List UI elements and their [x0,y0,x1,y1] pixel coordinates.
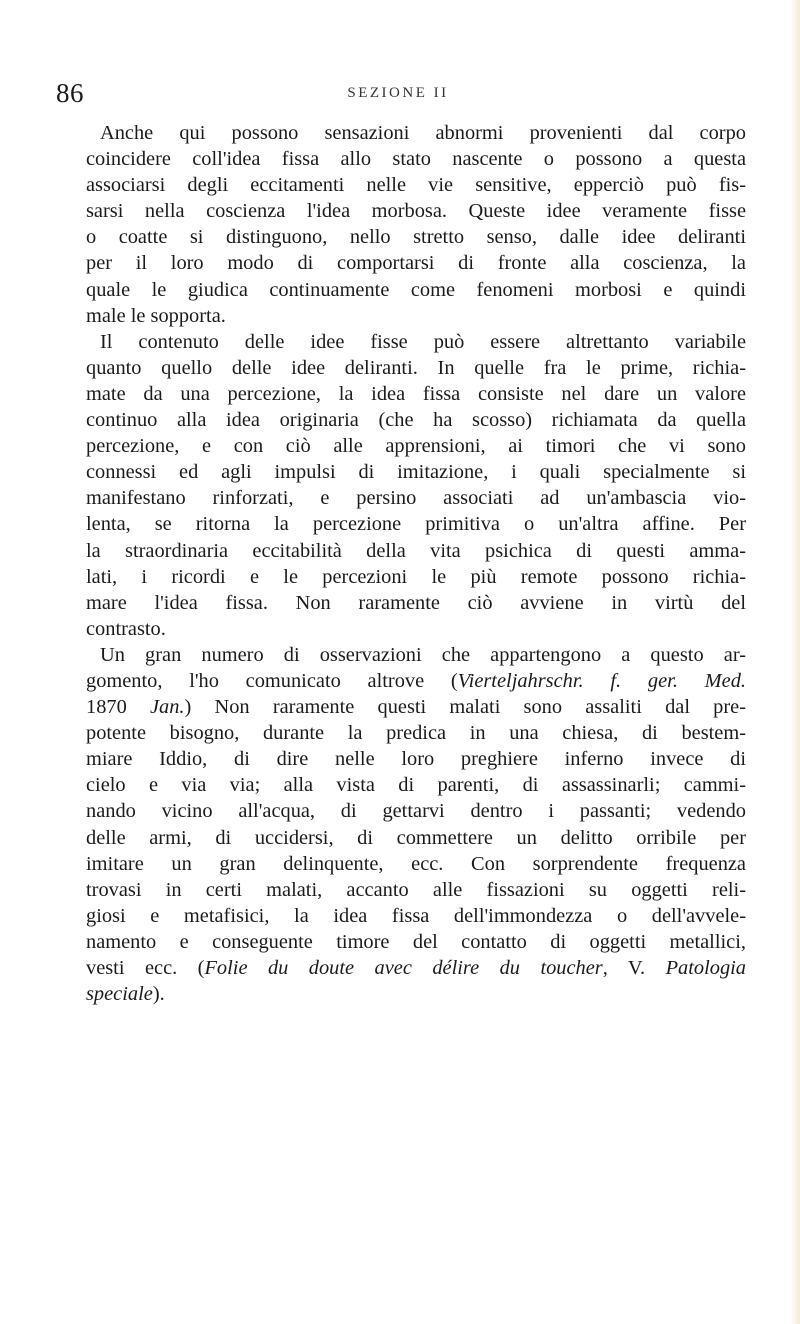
page-header [56,76,740,110]
text-line: la straordinaria eccitabilità della vita psichica di questi amma- [86,539,746,562]
text-line: continuo alla idea originaria (che ha scosso) richiamata da quella [86,409,746,432]
text-line: nando vicino all'acqua, di gettarvi dentro i passanti; vedendo [86,800,746,823]
text-line: o coatte si distinguono, nello stretto senso, dalle idee deliranti [86,226,746,249]
text-line: miare Iddio, di dire nelle loro preghiere inferno invece di [86,748,746,771]
text-line: quale le giudica continuamente come fenomeni morbosi e quindi [86,278,746,301]
text-line: quanto quello delle idee deliranti. In quelle fra le prime, richia- [86,356,746,379]
text-line: coincidere coll'idea fissa allo stato nascente o possono a questa [86,148,746,171]
text-line: giosi e metafisici, la idea fissa dell'immondezza o dell'avvele- [86,904,746,927]
text-line: lati, i ricordi e le percezioni le più remote possono richia- [86,565,746,588]
text-line: delle armi, di uccidersi, di commettere un delitto orribile per [86,826,746,849]
text-line: contrasto. [86,617,166,640]
text-line: connessi ed agli impulsi di imitazione, i quali specialmente si [86,461,746,484]
text-line: Un gran numero di osservazioni che appartengono a questo ar- [100,643,746,666]
page-number: 86 [56,78,84,108]
text-line: mare l'idea fissa. Non raramente ciò avviene in virtù del [86,591,746,614]
text-line: Anche qui possono sensazioni abnormi provenienti dal corpo [100,122,746,144]
text-line: mate da una percezione, la idea fissa consiste nel dare un valore [86,382,746,405]
text-line: gomento, l'ho comunicato altrove (Vierteljahrschr. f. ger. Med. [86,669,746,692]
text-line: namento e conseguente timore del contatto di oggetti metallici, [86,930,746,953]
text-line: cielo e via via; alla vista di parenti, di assassinarli; cammi- [86,774,746,797]
text-line: trovasi in certi malati, accanto alle fissazioni su oggetti reli- [86,878,746,901]
running-head: SEZIONE II [347,85,449,101]
text-line: imitare un gran delinquente, ecc. Con sorprendente frequenza [86,852,746,875]
page-edge [790,0,800,1324]
text-line: 1870 Jan.) Non raramente questi malati sono assaliti dal pre- [86,696,746,719]
text-line: vesti ecc. (Folie du doute avec délire du toucher, V. Patologia [86,957,747,979]
body-text [86,120,746,1007]
text-line: percezione, e con ciò alle apprensioni, ai timori che vi sono [86,435,746,458]
text-line: male le sopporta. [86,304,226,327]
text-line: potente bisogno, durante la predica in una chiesa, di bestem- [86,722,746,745]
text-line: associarsi degli eccitamenti nelle vie sensitive, epperciò può fis- [86,174,746,197]
text-line: speciale). [86,983,165,1006]
text-line: per il loro modo di comportarsi di fronte alla coscienza, la [86,252,746,275]
text-line: manifestano rinforzati, e persino associati ad un'ambascia vio- [86,487,746,510]
text-line: lenta, se ritorna la percezione primitiva o un'altra affine. Per [86,513,746,536]
text-line: sarsi nella coscienza l'idea morbosa. Queste idee veramente fisse [86,200,746,223]
text-line: Il contenuto delle idee fisse può essere altrettanto variabile [100,330,746,353]
